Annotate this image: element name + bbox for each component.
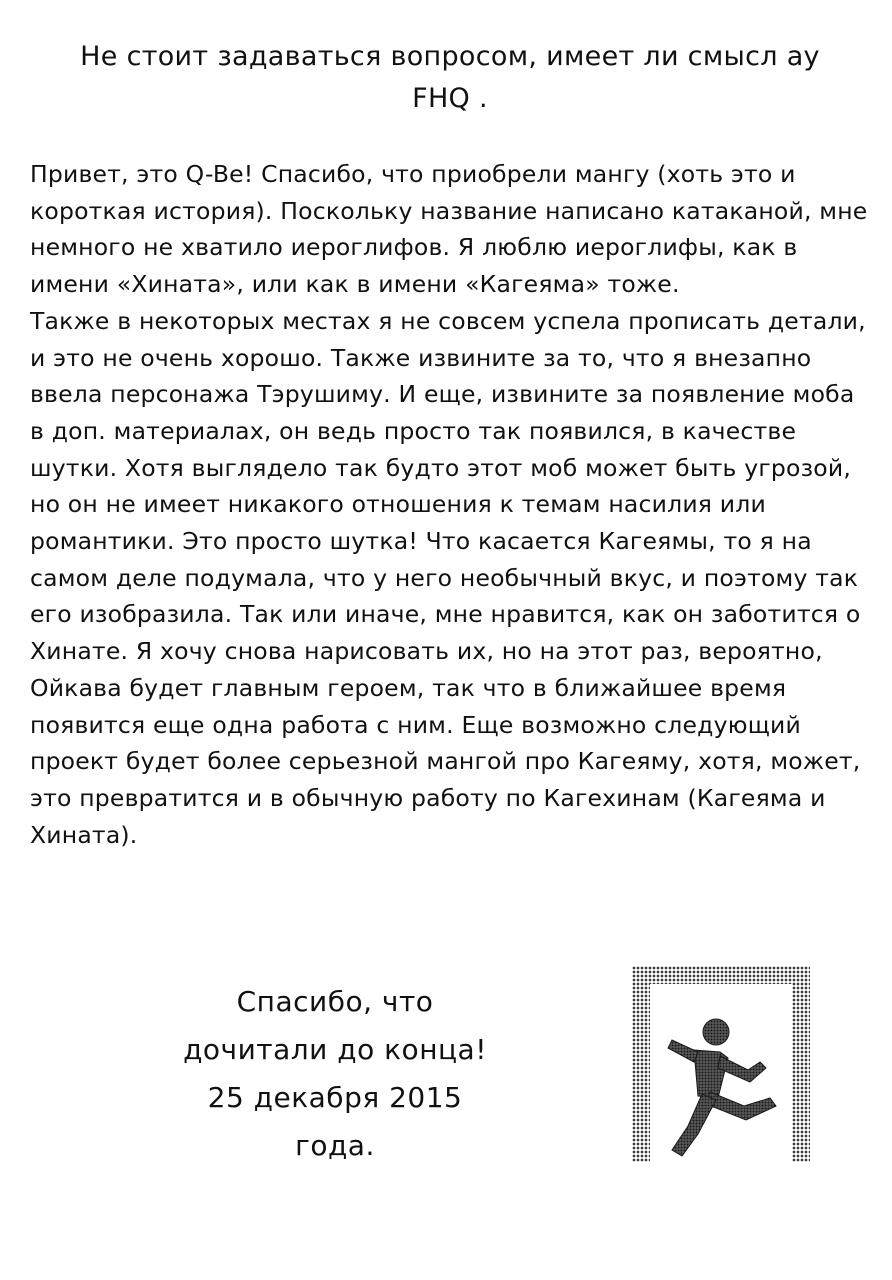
page-title <box>30 36 870 120</box>
running-man-exit-icon <box>632 966 810 1162</box>
paragraph-1: Привет, это Q-Be! Спасибо, что приобрели мангу (хоть это и короткая история). Поскольку название написано катаканой, мне немного не хватило иероглифов. Я люблю иероглифы, как в имени «Хината», или как в имени «Кагеяма» тоже. <box>30 160 868 299</box>
title-line-2: FHQ . <box>412 83 488 114</box>
closing-date: 25 декабря 2015 <box>207 1081 463 1114</box>
closing-line-4: года. <box>295 1129 375 1162</box>
paragraph-2: Также в некоторых местах я не совсем успела прописать детали, и это не очень хорошо. Также извините за то, что я внезапно ввела персонажа Тэрушиму. И еще, извините за появление моба в доп. материалах, он ведь просто так появился, в качестве шутки. Хотя выглядело так будто этот моб может быть угрозой, но он не имеет никакого отношения к темам насилия или романтики. Это просто шутка! Что касается Кагеямы, то я на самом деле подумала, что у него необычный вкус, и поэтому так его изобразила. Так или иначе, мне нравится, как он заботится о Хинате. Я хочу снова нарисовать их, но на этот раз, вероятно, Ойкава будет главным героем, так что в ближайшее время появится еще одна работа с ним. Еще возможно следующий проект будет более серьезной мангой про Кагеяму, хотя, может, это превратится и в обычную работу по Кагехинам (Кагеяма и Хината). <box>30 306 866 849</box>
closing-message <box>100 978 570 1170</box>
title-line-1: Не стоит задаваться вопросом, имеет ли смысл ау <box>80 41 820 72</box>
closing-line-1: Спасибо, что <box>236 985 434 1018</box>
afterword-text <box>30 156 870 853</box>
closing-line-2: дочитали до конца! <box>183 1033 487 1066</box>
